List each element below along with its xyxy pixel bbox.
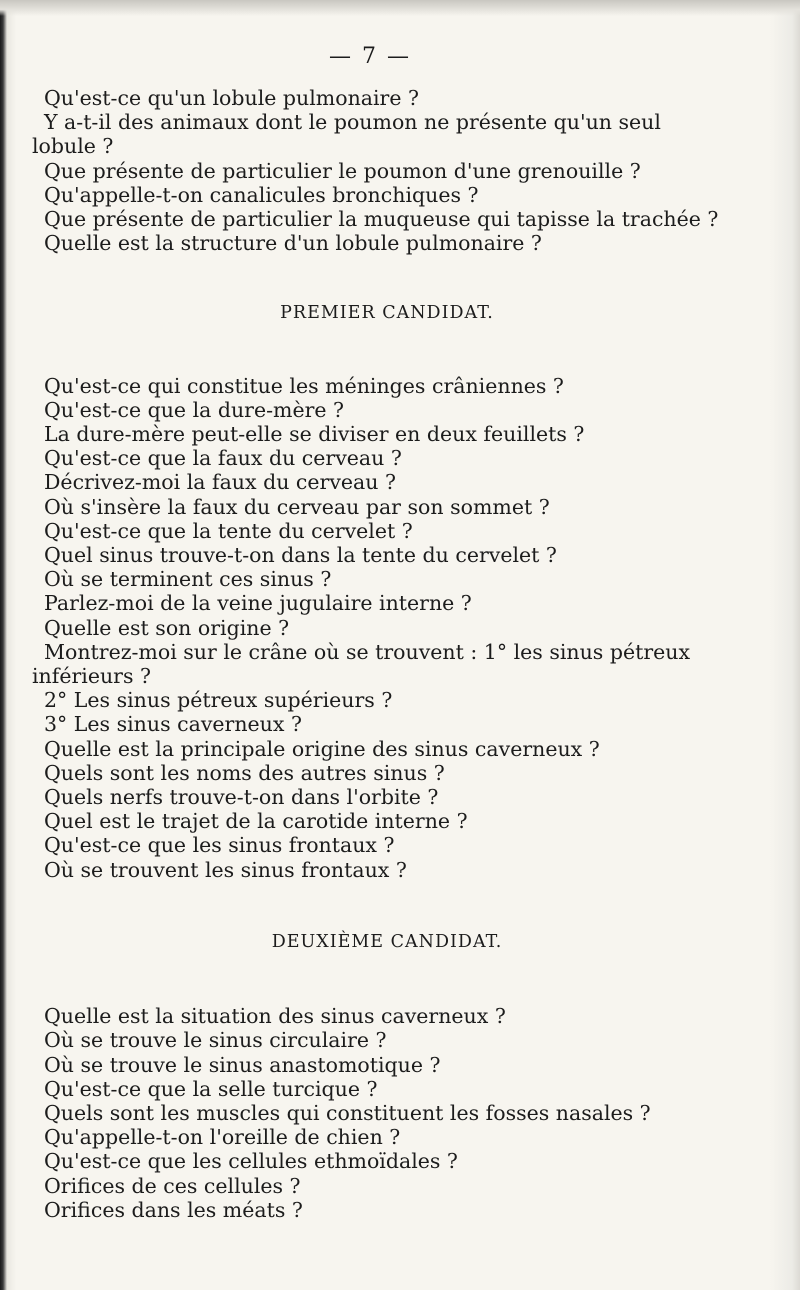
question-line: Où se terminent ces sinus ? [44,567,332,592]
question-line: Que présente de particulier la muqueuse qui tapisse la trachée ? [44,207,719,232]
page-number: — 7 — [329,44,411,69]
question-line: Décrivez-moi la faux du cerveau ? [44,470,396,495]
question-line: Qu'est-ce que les cellules ethmoïdales ? [44,1149,458,1174]
question-line: Où se trouve le sinus anastomotique ? [44,1052,441,1077]
question-line: Qu'est-ce que la dure-mère ? [44,397,345,422]
question-line: 2° Les sinus pétreux supérieurs ? [44,688,393,713]
question-line: Qu'est-ce que la selle turcique ? [44,1076,378,1101]
question-line: Que présente de particulier le poumon d'une grenouille ? [44,158,641,183]
question-line: Où se trouvent les sinus frontaux ? [44,857,407,882]
question-line: La dure-mère peut-elle se diviser en deux feuillets ? [44,422,585,447]
page-top-edge [0,0,800,16]
question-line: Quels nerfs trouve-t-on dans l'orbite ? [44,785,439,810]
question-line: Où s'insère la faux du cerveau par son sommet ? [44,494,550,519]
question-line: Y a-t-il des animaux dont le poumon ne présente qu'un seul [44,110,661,135]
question-line: lobule ? [32,134,114,159]
section-heading-deuxieme: DEUXIÈME CANDIDAT. [271,931,503,952]
question-line: Qu'est-ce qu'un lobule pulmonaire ? [44,86,419,110]
question-line: Qu'appelle-t-on canalicules bronchiques ? [44,182,479,207]
question-line: Quel est le trajet de la carotide interne ? [44,809,468,834]
document-body [32,86,762,1222]
section-heading-premier: PREMIER CANDIDAT. [280,303,494,324]
question-line: Montrez-moi sur le crâne où se trouvent : 1° les sinus pétreux [44,639,691,664]
question-line: Quelle est la structure d'un lobule pulmonaire ? [44,231,542,256]
question-line: Quel sinus trouve-t-on dans la tente du cervelet ? [44,543,557,568]
question-line: Quelle est son origine ? [44,615,290,640]
premier-candidat-questions [32,374,762,882]
question-line: Quelle est la principale origine des sinus caverneux ? [44,736,600,761]
question-line: Qu'est-ce que la faux du cerveau ? [44,446,402,471]
question-line: Où se trouve le sinus circulaire ? [44,1028,387,1053]
question-line: Quelle est la situation des sinus caverneux ? [44,1004,506,1029]
intro-questions [32,86,762,255]
question-line: inférieurs ? [32,664,151,689]
question-line: Parlez-moi de la veine jugulaire interne ? [44,591,472,616]
question-line: Qu'est-ce qui constitue les méninges crâniennes ? [44,373,564,398]
question-line: Orifices de ces cellules ? [44,1173,301,1198]
question-line: Qu'appelle-t-on l'oreille de chien ? [44,1125,401,1150]
question-line: 3° Les sinus caverneux ? [44,712,302,737]
question-line: Qu'est-ce que les sinus frontaux ? [44,833,395,858]
question-line: Orifices dans les méats ? [44,1197,303,1222]
question-line: Qu'est-ce que la tente du cervelet ? [44,518,413,543]
question-line: Quels sont les muscles qui constituent les fosses nasales ? [44,1100,651,1125]
deuxieme-candidat-questions [32,1004,762,1222]
question-line: Quels sont les noms des autres sinus ? [44,760,445,785]
